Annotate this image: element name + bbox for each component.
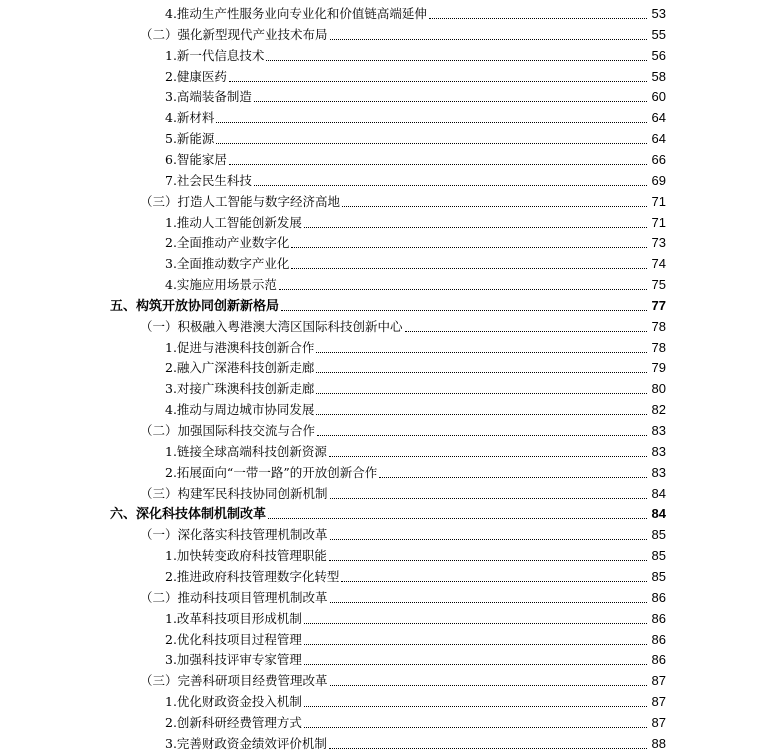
toc-entry-title: 3.高端装备制造	[165, 89, 252, 105]
toc-entry-page-number: 71	[651, 214, 666, 230]
dot-leader	[304, 706, 647, 707]
toc-subsection-entry[interactable]	[165, 732, 666, 752]
toc-subsection-entry[interactable]	[165, 565, 666, 585]
toc-entry-page-number: 78	[651, 339, 666, 355]
toc-subsection-entry[interactable]	[165, 356, 666, 376]
toc-subsection-entry[interactable]	[165, 628, 666, 648]
toc-entry-page-number: 86	[651, 652, 666, 668]
toc-subsection-entry[interactable]	[165, 336, 666, 356]
toc-entry-title: 2.全面推动产业数字化	[165, 235, 290, 251]
toc-subsection-entry[interactable]	[165, 544, 666, 564]
toc-section-entry[interactable]	[140, 23, 666, 43]
dot-leader	[316, 414, 647, 415]
toc-subsection-entry[interactable]	[165, 398, 666, 418]
toc-entry-page-number: 84	[651, 485, 666, 501]
toc-subsection-entry[interactable]	[165, 106, 666, 126]
dot-leader	[317, 435, 647, 436]
toc-entry-page-number: 66	[651, 151, 666, 167]
dot-leader	[216, 143, 647, 144]
toc-section-entry[interactable]	[140, 669, 666, 689]
toc-subsection-entry[interactable]	[165, 273, 666, 293]
dot-leader	[304, 727, 647, 728]
toc-entry-page-number: 88	[651, 735, 666, 751]
toc-entry-title: 五、构筑开放协同创新新格局	[110, 297, 280, 313]
toc-subsection-entry[interactable]	[165, 648, 666, 668]
toc-subsection-entry[interactable]	[165, 85, 666, 105]
toc-subsection-entry[interactable]	[165, 377, 666, 397]
dot-leader	[254, 185, 647, 186]
toc-entry-title: 1.改革科技项目形成机制	[165, 610, 302, 626]
toc-entry-title: 4.新材料	[165, 110, 215, 126]
toc-entry-title: 2.拓展面向“一带一路”的开放创新合作	[165, 464, 378, 480]
toc-subsection-entry[interactable]	[165, 461, 666, 481]
toc-entry-title: 3.完善财政资金绩效评价机制	[165, 735, 327, 751]
toc-entry-title: 2.推进政府科技管理数字化转型	[165, 568, 340, 584]
toc-entry-page-number: 77	[651, 297, 666, 313]
dot-leader	[304, 623, 647, 624]
toc-subsection-entry[interactable]	[165, 169, 666, 189]
toc-subsection-entry[interactable]	[165, 65, 666, 85]
toc-entry-title: 3.加强科技评审专家管理	[165, 652, 302, 668]
toc-entry-title: 6.智能家居	[165, 151, 227, 167]
dot-leader	[330, 39, 647, 40]
dot-leader	[304, 664, 647, 665]
toc-entry-page-number: 71	[651, 193, 666, 209]
dot-leader	[330, 539, 647, 540]
toc-entry-title: 1.优化财政资金投入机制	[165, 694, 302, 710]
toc-entry-page-number: 73	[651, 235, 666, 251]
toc-entry-page-number: 86	[651, 610, 666, 626]
dot-leader	[316, 393, 647, 394]
toc-entry-page-number: 85	[651, 548, 666, 564]
toc-entry-page-number: 87	[651, 714, 666, 730]
dot-leader	[266, 60, 647, 61]
toc-entry-title: 4.推动与周边城市协同发展	[165, 402, 315, 418]
toc-section-entry[interactable]	[140, 419, 666, 439]
toc-entry-page-number: 80	[651, 381, 666, 397]
dot-leader	[229, 164, 647, 165]
dot-leader	[330, 602, 647, 603]
dot-leader	[429, 18, 647, 19]
dot-leader	[279, 289, 647, 290]
dot-leader	[316, 352, 647, 353]
dot-leader	[304, 227, 647, 228]
dot-leader	[329, 456, 647, 457]
toc-subsection-entry[interactable]	[165, 44, 666, 64]
toc-entry-page-number: 79	[651, 360, 666, 376]
dot-leader	[229, 81, 647, 82]
toc-subsection-entry[interactable]	[165, 440, 666, 460]
toc-entry-title: 2.健康医药	[165, 68, 227, 84]
toc-section-entry[interactable]	[140, 315, 666, 335]
toc-entry-page-number: 84	[651, 506, 666, 522]
dot-leader	[330, 498, 647, 499]
toc-subsection-entry[interactable]	[165, 2, 666, 22]
toc-entry-title: （二）推动科技项目管理机制改革	[140, 589, 328, 605]
dot-leader	[329, 748, 647, 749]
toc-entry-title: 7.社会民生科技	[165, 172, 252, 188]
toc-entry-title: （二）加强国际科技交流与合作	[140, 423, 316, 438]
toc-entry-page-number: 64	[651, 131, 666, 147]
toc-section-entry[interactable]	[140, 523, 666, 543]
toc-subsection-entry[interactable]	[165, 231, 666, 251]
toc-section-entry[interactable]	[140, 482, 666, 502]
toc-entry-title: （三）完善科研项目经费管理改革	[140, 673, 328, 689]
toc-entry-page-number: 85	[651, 568, 666, 584]
toc-entry-title: 1.新一代信息技术	[165, 47, 265, 63]
toc-entry-page-number: 86	[651, 589, 666, 605]
toc-entry-title: （三）构建军民科技协同创新机制	[140, 485, 328, 501]
dot-leader	[341, 581, 647, 582]
toc-entry-page-number: 56	[651, 47, 666, 63]
dot-leader	[281, 310, 647, 311]
toc-entry-page-number: 87	[651, 673, 666, 689]
toc-entry-page-number: 78	[651, 318, 666, 334]
toc-entry-page-number: 58	[651, 68, 666, 84]
toc-entry-title: 1.促进与港澳科技创新合作	[165, 339, 315, 355]
dot-leader	[304, 644, 647, 645]
toc-section-entry[interactable]	[140, 190, 666, 210]
toc-subsection-entry[interactable]	[165, 711, 666, 731]
toc-entry-page-number: 74	[651, 256, 666, 272]
toc-chapter-entry[interactable]	[110, 294, 666, 314]
dot-leader	[316, 372, 647, 373]
toc-entry-title: （一）积极融入粤港澳大湾区国际科技创新中心	[140, 318, 403, 334]
toc-entry-title: 2.融入广深港科技创新走廊	[165, 360, 315, 376]
toc-entry-title: 3.对接广珠澳科技创新走廊	[165, 381, 315, 397]
dot-leader	[330, 685, 647, 686]
toc-entry-title: 2.创新科研经费管理方式	[165, 714, 302, 730]
toc-entry-page-number: 83	[651, 443, 666, 459]
toc-entry-title: （一）深化落实科技管理机制改革	[140, 527, 328, 543]
toc-entry-page-number: 69	[651, 172, 666, 188]
dot-leader	[379, 477, 647, 478]
dot-leader	[329, 560, 647, 561]
dot-leader	[268, 518, 647, 519]
toc-entry-page-number: 83	[651, 423, 666, 438]
toc-entry-title: 1.加快转变政府科技管理职能	[165, 548, 327, 564]
toc-entry-title: 六、深化科技体制机制改革	[110, 506, 267, 522]
toc-entry-title: 1.链接全球高端科技创新资源	[165, 443, 327, 459]
toc-entry-page-number: 85	[651, 527, 666, 543]
toc-entry-title: 5.新能源	[165, 131, 215, 147]
toc-entry-page-number: 87	[651, 694, 666, 710]
dot-leader	[342, 206, 647, 207]
toc-entry-page-number: 75	[651, 277, 666, 293]
toc-subsection-entry[interactable]	[165, 252, 666, 272]
toc-entry-page-number: 55	[651, 26, 666, 42]
toc-entry-page-number: 82	[651, 402, 666, 418]
toc-chapter-entry[interactable]	[110, 502, 666, 522]
dot-leader	[216, 122, 647, 123]
toc-subsection-entry[interactable]	[165, 211, 666, 231]
toc-entry-page-number: 53	[651, 6, 666, 21]
dot-leader	[254, 101, 647, 102]
toc-section-entry[interactable]	[140, 586, 666, 606]
toc-entry-page-number: 83	[651, 464, 666, 480]
toc-entry-title: 2.优化科技项目过程管理	[165, 631, 302, 647]
toc-subsection-entry[interactable]	[165, 690, 666, 710]
dot-leader	[291, 247, 647, 248]
toc-entry-title: （二）强化新型现代产业技术布局	[140, 26, 328, 42]
toc-entry-page-number: 64	[651, 110, 666, 126]
toc-subsection-entry[interactable]	[165, 607, 666, 627]
toc-entry-title: （三）打造人工智能与数字经济高地	[140, 193, 341, 209]
toc-entry-page-number: 60	[651, 89, 666, 105]
dot-leader	[405, 331, 647, 332]
toc-entry-title: 4.实施应用场景示范	[165, 277, 277, 293]
toc-entry-title: 4.推动生产性服务业向专业化和价值链高端延伸	[165, 6, 427, 21]
toc-entry-title: 3.全面推动数字产业化	[165, 256, 290, 272]
toc-subsection-entry[interactable]	[165, 148, 666, 168]
toc-subsection-entry[interactable]	[165, 127, 666, 147]
toc-entry-page-number: 86	[651, 631, 666, 647]
dot-leader	[291, 268, 647, 269]
toc-entry-title: 1.推动人工智能创新发展	[165, 214, 302, 230]
